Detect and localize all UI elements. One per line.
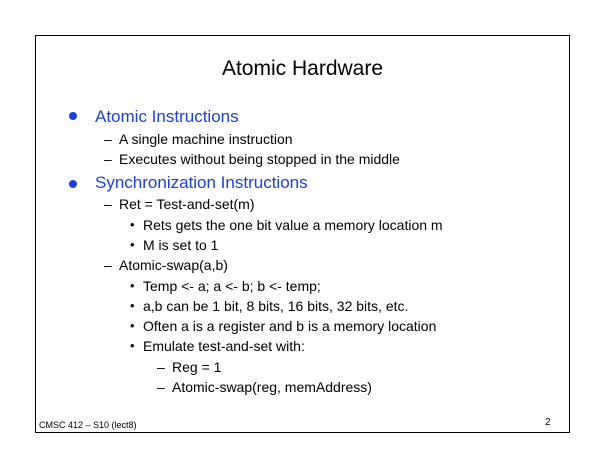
section-heading-synchronization-instructions: Synchronization Instructions	[95, 173, 308, 192]
sub-sub-bullet-item: Atomic-swap(reg, memAddress)	[172, 379, 372, 395]
level1-bullet	[69, 180, 77, 188]
bullet-item: Ret = Test-and-set(m)	[119, 196, 255, 212]
level2-dash: –	[104, 151, 112, 167]
bullet-item: A single machine instruction	[119, 131, 293, 147]
level2-dash: –	[104, 196, 112, 212]
level4-dash: –	[157, 359, 165, 375]
sub-bullet-item: Often a is a register and b is a memory location	[143, 318, 437, 334]
sub-bullet-item: Emulate test-and-set with:	[143, 338, 305, 354]
level2-dash: –	[104, 131, 112, 147]
sub-bullet-item: Rets gets the one bit value a memory location m	[143, 217, 443, 233]
level3-bullet: •	[130, 338, 135, 353]
footer-course-label: CMSC 412 – S10 (lect8)	[39, 420, 137, 430]
level2-dash: –	[104, 257, 112, 273]
bullet-item: Executes without being stopped in the middle	[119, 151, 400, 167]
level3-bullet: •	[130, 237, 135, 252]
slide-title: Atomic Hardware	[221, 57, 384, 80]
sub-bullet-item: a,b can be 1 bit, 8 bits, 16 bits, 32 bits, etc.	[143, 298, 409, 314]
sub-sub-bullet-item: Reg = 1	[172, 359, 222, 375]
level3-bullet: •	[130, 298, 135, 313]
sub-bullet-item: M is set to 1	[143, 237, 219, 253]
sub-bullet-item: Temp <- a; a <- b; b <- temp;	[143, 278, 321, 294]
level3-bullet: •	[130, 278, 135, 293]
level4-dash: –	[157, 379, 165, 395]
level1-bullet	[69, 112, 77, 120]
bullet-item: Atomic-swap(a,b)	[119, 257, 228, 273]
section-heading-atomic-instructions: Atomic Instructions	[95, 107, 239, 126]
level3-bullet: •	[130, 217, 135, 232]
slide-frame	[35, 35, 570, 433]
level3-bullet: •	[130, 318, 135, 333]
page-number: 2	[545, 417, 551, 428]
